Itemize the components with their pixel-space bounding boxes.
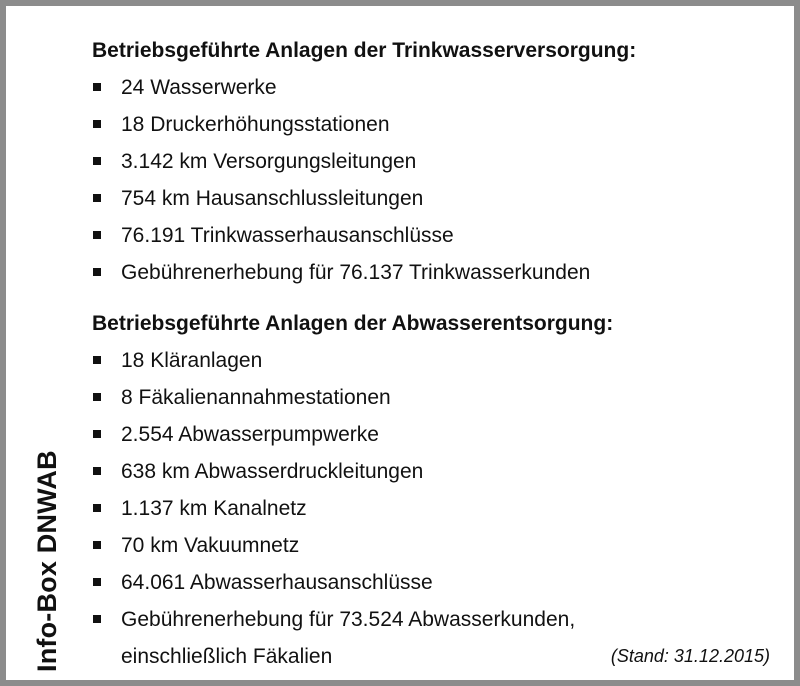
list-item xyxy=(92,217,782,254)
square-bullet-icon xyxy=(93,430,101,438)
list-item-text: 24 Wasserwerke xyxy=(121,76,277,99)
section-trinkwasser xyxy=(92,32,782,291)
square-bullet-icon xyxy=(93,467,101,475)
list-item xyxy=(92,527,782,564)
section-title: Betriebsgeführte Anlagen der Trinkwasserversorgung: xyxy=(92,39,637,62)
list-item-text: 3.142 km Versorgungsleitungen xyxy=(121,150,417,173)
abwasser-list xyxy=(92,342,782,638)
list-item xyxy=(92,490,782,527)
list-item-text: 18 Kläranlagen xyxy=(121,349,263,372)
square-bullet-icon xyxy=(93,157,101,165)
list-item xyxy=(92,416,782,453)
square-bullet-icon xyxy=(93,578,101,586)
list-item-text: 2.554 Abwasserpumpwerke xyxy=(121,423,379,446)
list-item-text: 64.061 Abwasserhausanschlüsse xyxy=(121,571,433,594)
list-item xyxy=(92,379,782,416)
info-box-content xyxy=(92,32,782,675)
info-box-side-label: Info-Box DNWAB xyxy=(32,450,62,672)
list-item xyxy=(92,180,782,217)
stand-date-note: (Stand: 31.12.2015) xyxy=(610,646,770,666)
list-item xyxy=(92,601,782,638)
section-title: Betriebsgeführte Anlagen der Abwasserentsorgung: xyxy=(92,312,614,335)
list-item-text: 754 km Hausanschlussleitungen xyxy=(121,187,424,210)
list-item xyxy=(92,143,782,180)
square-bullet-icon xyxy=(93,541,101,549)
list-item xyxy=(92,342,782,379)
trinkwasser-list xyxy=(92,69,782,291)
section-abwasser xyxy=(92,305,782,675)
list-item-text: 70 km Vakuumnetz xyxy=(121,534,300,557)
list-item xyxy=(92,564,782,601)
square-bullet-icon xyxy=(93,393,101,401)
list-item xyxy=(92,254,782,291)
square-bullet-icon xyxy=(93,231,101,239)
square-bullet-icon xyxy=(93,268,101,276)
list-item xyxy=(92,69,782,106)
list-item-text: 76.191 Trinkwasserhausanschlüsse xyxy=(121,224,454,247)
list-item-text: 8 Fäkalienannahmestationen xyxy=(121,386,391,409)
list-item-text: Gebührenerhebung für 73.524 Abwasserkunden, xyxy=(121,608,576,631)
square-bullet-icon xyxy=(93,504,101,512)
list-item xyxy=(92,106,782,143)
continuation-row xyxy=(92,638,782,675)
list-item xyxy=(92,453,782,490)
list-item-text: 18 Druckerhöhungsstationen xyxy=(121,113,390,136)
list-item-continuation: einschließlich Fäkalien xyxy=(121,645,333,668)
list-item-text: 638 km Abwasserdruckleitungen xyxy=(121,460,424,483)
square-bullet-icon xyxy=(93,615,101,623)
square-bullet-icon xyxy=(93,356,101,364)
square-bullet-icon xyxy=(93,83,101,91)
square-bullet-icon xyxy=(93,194,101,202)
square-bullet-icon xyxy=(93,120,101,128)
list-item-text: Gebührenerhebung für 76.137 Trinkwasserkunden xyxy=(121,261,591,284)
list-item-text: 1.137 km Kanalnetz xyxy=(121,497,307,520)
